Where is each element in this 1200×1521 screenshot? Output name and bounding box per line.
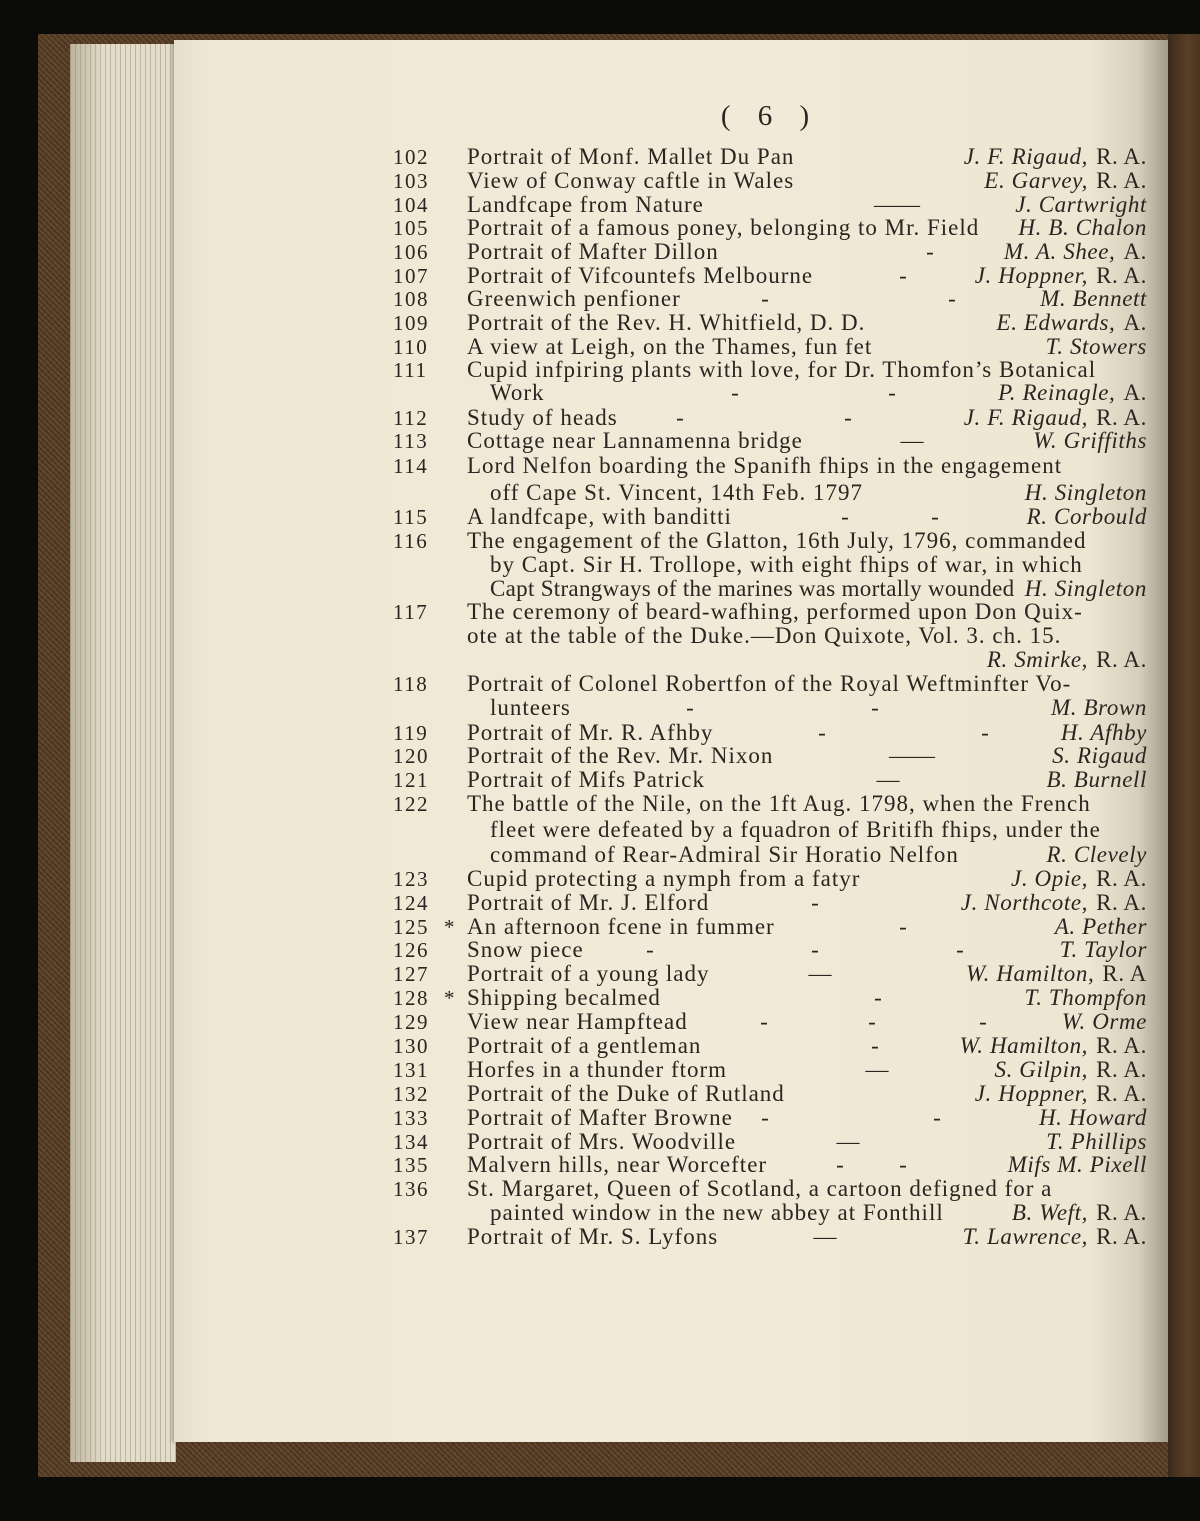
- artist-name: E. Garvey,: [984, 168, 1089, 193]
- entry-number: 108: [393, 287, 429, 311]
- artist-credit: [1046, 768, 1147, 792]
- artist-rank: R. A.: [1096, 890, 1147, 915]
- entry-title-text: painted window in the new abbey at Fonthill: [490, 1200, 944, 1225]
- separator-dash: -: [899, 914, 907, 939]
- entry-title-text: Snow piece: [467, 937, 584, 962]
- artist-name: J. Opie,: [1011, 866, 1089, 891]
- entry-title-text: Portrait of Mrs. Woodville: [467, 1129, 737, 1154]
- artist-credit: [1039, 1106, 1147, 1130]
- entry-title-line: [467, 1010, 688, 1034]
- entry-number: 107: [393, 264, 429, 288]
- entry-number: 129: [393, 1010, 429, 1034]
- artist-credit: [1062, 1010, 1147, 1034]
- entry-title-text: The battle of the Nile, on the 1ft Aug. 1798, when the French: [467, 791, 1091, 816]
- artist-credit: [964, 406, 1147, 430]
- entry-number: 119: [393, 721, 429, 745]
- artist-rank: R. A: [1102, 961, 1147, 986]
- separator-dash: -: [899, 1152, 907, 1177]
- artist-credit: [1046, 1130, 1147, 1154]
- artist-rank: R. A.: [1096, 1200, 1147, 1225]
- artist-name: H. B. Chalon: [1018, 215, 1147, 240]
- separator-dash: -: [868, 1009, 876, 1034]
- entry-title-line: [490, 818, 1101, 842]
- separator-dash: -: [981, 720, 989, 745]
- artist-credit: [1046, 843, 1147, 867]
- entry-title-line: [467, 1082, 785, 1106]
- entry-number: 125: [393, 915, 429, 939]
- artist-name: R. Corbould: [1026, 504, 1147, 529]
- artist-name: S. Gilpin,: [994, 1057, 1089, 1082]
- artist-credit: [975, 1082, 1147, 1106]
- entry-title-line: [490, 553, 1083, 577]
- entry-title-text: Capt Strangways of the marines was mortally wounded: [490, 576, 1015, 601]
- separator-dash: -: [760, 1009, 768, 1034]
- artist-credit: [975, 264, 1147, 288]
- separator-dash: -: [731, 380, 739, 405]
- separator-dash: -: [899, 263, 907, 288]
- artist-rank: A.: [1123, 380, 1147, 405]
- entry-number: 132: [393, 1082, 429, 1106]
- separator-dash: -: [841, 504, 849, 529]
- artist-rank: A.: [1123, 310, 1147, 335]
- separator-dash: -: [931, 504, 939, 529]
- entry-title-text: Portrait of the Duke of Rutland: [467, 1081, 785, 1106]
- entry-title-line: [467, 406, 618, 430]
- artist-credit: [998, 381, 1147, 405]
- separator-dash: -: [979, 1009, 987, 1034]
- entry-title-line: [467, 915, 775, 939]
- entry-title-line: [490, 381, 545, 405]
- entry-title-line: [467, 624, 1061, 648]
- separator-dash: -: [926, 239, 934, 264]
- artist-rank: R. A.: [1096, 1224, 1147, 1249]
- entry-number: 137: [393, 1225, 429, 1249]
- entry-number: 104: [393, 193, 429, 217]
- artist-rank: R. A.: [1096, 647, 1147, 672]
- entry-title-text: Horfes in a thunder ftorm: [467, 1057, 728, 1082]
- entry-title-text: Greenwich penfioner: [467, 286, 681, 311]
- entry-title-line: [467, 1177, 1052, 1201]
- artist-name: J. Hoppner,: [974, 263, 1089, 288]
- entry-title-text: Work: [490, 380, 545, 405]
- separator-dash: -: [818, 720, 826, 745]
- separator-dash: -: [871, 695, 879, 720]
- entry-title-line: [490, 696, 571, 720]
- entry-title-line: [467, 454, 1062, 478]
- artist-rank: R. A.: [1096, 1081, 1147, 1106]
- artist-credit: [1046, 335, 1147, 359]
- artist-credit: [1025, 986, 1147, 1010]
- artist-credit: [1061, 721, 1147, 745]
- entry-number: 134: [393, 1130, 429, 1154]
- artist-name: M. Bennett: [1040, 286, 1147, 311]
- entry-title-text: Portrait of Mr. R. Afhby: [467, 720, 714, 745]
- artist-credit: [1060, 938, 1147, 962]
- entry-title-text: lunteers: [490, 695, 571, 720]
- artist-name: B. Weft,: [1011, 1200, 1089, 1225]
- entry-title-line: [467, 358, 1096, 382]
- entry-number: 118: [393, 672, 429, 696]
- artist-credit: [987, 648, 1147, 672]
- entry-title-text: Portrait of Colonel Robertfon of the Royal Weftminfter Vo-: [467, 671, 1072, 696]
- entry-title-text: Malvern hills, near Worcefter: [467, 1152, 768, 1177]
- artist-credit: [994, 1058, 1147, 1082]
- entry-title-text: The engagement of the Glatton, 16th July, 1796, commanded: [467, 528, 1087, 553]
- entry-title-line: [467, 169, 794, 193]
- artist-rank: A.: [1123, 239, 1147, 264]
- entry-title-line: [490, 577, 1014, 601]
- separator-dash: —: [900, 428, 924, 453]
- artist-credit: [1040, 287, 1147, 311]
- entry-number: 106: [393, 240, 429, 264]
- separator-dash: —: [836, 1129, 860, 1154]
- entry-number: 123: [393, 867, 429, 891]
- artist-name: P. Reinagle,: [998, 380, 1116, 405]
- artist-name: T. Taylor: [1059, 937, 1147, 962]
- separator-dash: -: [888, 380, 896, 405]
- entry-number: 136: [393, 1177, 429, 1201]
- artist-name: T. Phillips: [1046, 1129, 1147, 1154]
- entry-number: 127: [393, 962, 429, 986]
- separator-dash: -: [761, 286, 769, 311]
- artist-credit: [1015, 193, 1147, 217]
- page-edges-stack: [70, 44, 176, 1462]
- entry-title-text: fleet were defeated by a fquadron of Britifh fhips, under the: [490, 817, 1101, 842]
- artist-rank: R. A.: [1096, 144, 1147, 169]
- entry-title-text: An afternoon fcene in fummer: [467, 914, 775, 939]
- separator-dash: —: [865, 1057, 889, 1082]
- artist-credit: [1052, 744, 1147, 768]
- entry-title-text: A landfcape, with banditti: [467, 504, 732, 529]
- artist-credit: [1018, 216, 1147, 240]
- entry-title-line: [467, 264, 813, 288]
- entry-title-line: [467, 145, 794, 169]
- entry-title-line: [467, 986, 661, 1010]
- entry-number: 114: [393, 454, 429, 478]
- artist-name: H. Afhby: [1060, 720, 1147, 745]
- entry-title-text: Study of heads: [467, 405, 618, 430]
- entry-title-text: Portrait of the Rev. Mr. Nixon: [467, 743, 774, 768]
- artist-name: W. Orme: [1061, 1009, 1147, 1034]
- artist-credit: [997, 311, 1147, 335]
- entry-title-line: [467, 216, 979, 240]
- separator-dash: -: [948, 286, 956, 311]
- artist-rank: R. A.: [1096, 263, 1147, 288]
- entry-title-line: [467, 962, 709, 986]
- artist-name: M. Brown: [1051, 695, 1147, 720]
- entry-title-text: Portrait of a famous poney, belonging to Mr. Field: [467, 215, 980, 240]
- entry-title-line: [467, 529, 1087, 553]
- entry-title-text: Portrait of a gentleman: [467, 1033, 702, 1058]
- entry-title-line: [467, 768, 705, 792]
- artist-name: E. Edwards,: [996, 310, 1116, 335]
- entry-title-line: [467, 744, 773, 768]
- entry-title-line: [467, 193, 704, 217]
- entry-title-line: [467, 1058, 727, 1082]
- artist-name: T. Lawrence,: [962, 1224, 1089, 1249]
- artist-name: M. A. Shee,: [1003, 239, 1116, 264]
- entry-title-text: Portrait of Mr. J. Elford: [467, 890, 710, 915]
- entry-number: 102: [393, 145, 429, 169]
- entry-number: 110: [393, 335, 429, 359]
- entry-title-text: Portrait of Mafter Dillon: [467, 239, 719, 264]
- entry-title-line: [467, 672, 1071, 696]
- artist-name: J. F. Rigaud,: [963, 144, 1089, 169]
- artist-credit: [1055, 915, 1147, 939]
- artist-credit: [984, 169, 1147, 193]
- artist-name: H. Singleton: [1024, 576, 1147, 601]
- entry-title-line: [467, 1153, 767, 1177]
- artist-credit: [1012, 1201, 1147, 1225]
- entry-title-text: Cupid protecting a nymph from a fatyr: [467, 866, 861, 891]
- entry-title-line: [467, 938, 584, 962]
- entry-title-text: by Capt. Sir H. Trollope, with eight fhips of war, in which: [490, 552, 1083, 577]
- separator-dash: —: [808, 961, 832, 986]
- separator-dash: -: [646, 937, 654, 962]
- artist-name: J. Hoppner,: [974, 1081, 1089, 1106]
- entry-number: 124: [393, 891, 429, 915]
- entry-title-text: Portrait of Vifcountefs Melbourne: [467, 263, 814, 288]
- separator-dash: -: [844, 405, 852, 430]
- artist-name: R. Smirke,: [986, 647, 1089, 672]
- artist-name: W. Hamilton,: [959, 1033, 1089, 1058]
- artist-name: J. Northcote,: [960, 890, 1089, 915]
- entry-title-text: Lord Nelfon boarding the Spanifh fhips in the engagement: [467, 453, 1063, 478]
- artist-credit: [1011, 867, 1147, 891]
- artist-name: Mifs M. Pixell: [1007, 1152, 1147, 1177]
- entry-number: 112: [393, 406, 429, 430]
- entry-title-text: ote at the table of the Duke.—Don Quixote, Vol. 3. ch. 15.: [467, 623, 1062, 648]
- artist-credit: [1027, 505, 1147, 529]
- entry-number: 122: [393, 792, 429, 816]
- entry-title-text: St. Margaret, Queen of Scotland, a cartoon defigned for a: [467, 1176, 1053, 1201]
- entry-title-text: A view at Leigh, on the Thames, fun fet: [467, 334, 873, 359]
- artist-rank: R. A.: [1096, 866, 1147, 891]
- entry-title-text: off Cape St. Vincent, 14th Feb. 1797: [490, 480, 863, 505]
- artist-name: H. Singleton: [1024, 480, 1147, 505]
- artist-name: H. Howard: [1038, 1105, 1147, 1130]
- entry-title-line: [490, 843, 959, 867]
- entry-number: 111: [393, 358, 428, 382]
- book-gutter: [1168, 34, 1200, 1477]
- artist-credit: [963, 1225, 1147, 1249]
- separator-dash: ——: [889, 743, 935, 768]
- artist-name: S. Rigaud: [1052, 743, 1147, 768]
- artist-name: W. Griffiths: [1033, 428, 1147, 453]
- separator-dash: -: [874, 985, 882, 1010]
- entry-number: 103: [393, 169, 429, 193]
- separator-dash: -: [933, 1105, 941, 1130]
- entry-number: 135: [393, 1153, 429, 1177]
- entry-number: 120: [393, 744, 429, 768]
- entry-title-text: View near Hampftead: [467, 1009, 688, 1034]
- entry-title-text: Cottage near Lannamenna bridge: [467, 428, 803, 453]
- entry-number: 105: [393, 216, 429, 240]
- separator-dash: ——: [874, 192, 920, 217]
- separator-dash: —: [876, 767, 900, 792]
- artist-credit: [960, 1034, 1147, 1058]
- entry-title-text: Shipping becalmed: [467, 985, 661, 1010]
- artist-name: T. Thompfon: [1024, 985, 1147, 1010]
- separator-dash: -: [761, 1105, 769, 1130]
- page-number-header: ( 6 ): [720, 100, 814, 132]
- artist-credit: [964, 145, 1147, 169]
- artist-rank: R. A.: [1096, 405, 1147, 430]
- separator-dash: -: [676, 405, 684, 430]
- asterisk-mark: *: [444, 915, 455, 939]
- artist-rank: R. A.: [1096, 1033, 1147, 1058]
- entry-title-text: command of Rear-Admiral Sir Horatio Nelfon: [490, 842, 959, 867]
- entry-title-text: Portrait of a young lady: [467, 961, 710, 986]
- artist-name: J. Cartwright: [1015, 192, 1147, 217]
- entry-title-text: Portrait of Mifs Patrick: [467, 767, 705, 792]
- artist-credit: [1025, 481, 1147, 505]
- entry-title-line: [467, 240, 719, 264]
- entry-title-text: Portrait of Mafter Browne: [467, 1105, 733, 1130]
- artist-name: R. Clevely: [1046, 842, 1147, 867]
- entry-number: 116: [393, 529, 429, 553]
- entry-title-line: [467, 867, 860, 891]
- entry-title-text: Portrait of Mr. S. Lyfons: [467, 1224, 719, 1249]
- entry-title-line: [467, 1034, 701, 1058]
- entry-number: 128: [393, 986, 429, 1010]
- separator-dash: —: [813, 1224, 837, 1249]
- entry-number: 113: [393, 429, 429, 453]
- artist-name: W. Hamilton,: [965, 961, 1095, 986]
- entry-title-text: View of Conway caftle in Wales: [467, 168, 795, 193]
- entry-title-line: [490, 1201, 944, 1225]
- entry-number: 115: [393, 505, 429, 529]
- entry-number: 133: [393, 1106, 429, 1130]
- entry-title-text: Portrait of Monf. Mallet Du Pan: [467, 144, 795, 169]
- artist-name: J. F. Rigaud,: [963, 405, 1089, 430]
- entry-title-text: Landfcape from Nature: [467, 192, 704, 217]
- artist-credit: [1025, 577, 1147, 601]
- entry-title-line: [467, 721, 713, 745]
- artist-credit: [1004, 240, 1147, 264]
- artist-name: A. Pether: [1054, 914, 1147, 939]
- entry-title-line: [467, 1225, 718, 1249]
- artist-credit: [1008, 1153, 1147, 1177]
- artist-rank: R. A.: [1096, 168, 1147, 193]
- entry-number: 121: [393, 768, 429, 792]
- artist-credit: [1033, 429, 1147, 453]
- entry-number: 117: [393, 600, 429, 624]
- entry-title-line: [467, 1130, 736, 1154]
- entry-title-line: [490, 481, 863, 505]
- separator-dash: -: [871, 1033, 879, 1058]
- separator-dash: -: [956, 937, 964, 962]
- entry-title-text: Portrait of the Rev. H. Whitfield, D. D.: [467, 310, 866, 335]
- asterisk-mark: *: [444, 986, 455, 1010]
- artist-credit: [966, 962, 1147, 986]
- entry-number: 130: [393, 1034, 429, 1058]
- entry-title-line: [467, 891, 709, 915]
- artist-credit: [961, 891, 1147, 915]
- entry-title-text: The ceremony of beard-wafhing, performed upon Don Quix-: [467, 599, 1083, 624]
- entry-title-line: [467, 505, 732, 529]
- entry-title-line: [467, 1106, 733, 1130]
- separator-dash: -: [811, 937, 819, 962]
- artist-rank: R. A.: [1096, 1057, 1147, 1082]
- entry-title-line: [467, 287, 681, 311]
- entry-title-text: Cupid infpiring plants with love, for Dr. Thomfon’s Botanical: [467, 357, 1097, 382]
- entry-title-line: [467, 335, 872, 359]
- separator-dash: -: [836, 1152, 844, 1177]
- entry-title-line: [467, 429, 803, 453]
- entry-number: 109: [393, 311, 429, 335]
- entry-title-line: [467, 311, 865, 335]
- entry-number: 126: [393, 938, 429, 962]
- artist-name: T. Stowers: [1045, 334, 1147, 359]
- artist-credit: [1051, 696, 1147, 720]
- separator-dash: -: [811, 890, 819, 915]
- separator-dash: -: [686, 695, 694, 720]
- entry-number: 131: [393, 1058, 429, 1082]
- entry-title-line: [467, 600, 1083, 624]
- artist-name: B. Burnell: [1046, 767, 1147, 792]
- entry-title-line: [467, 792, 1091, 816]
